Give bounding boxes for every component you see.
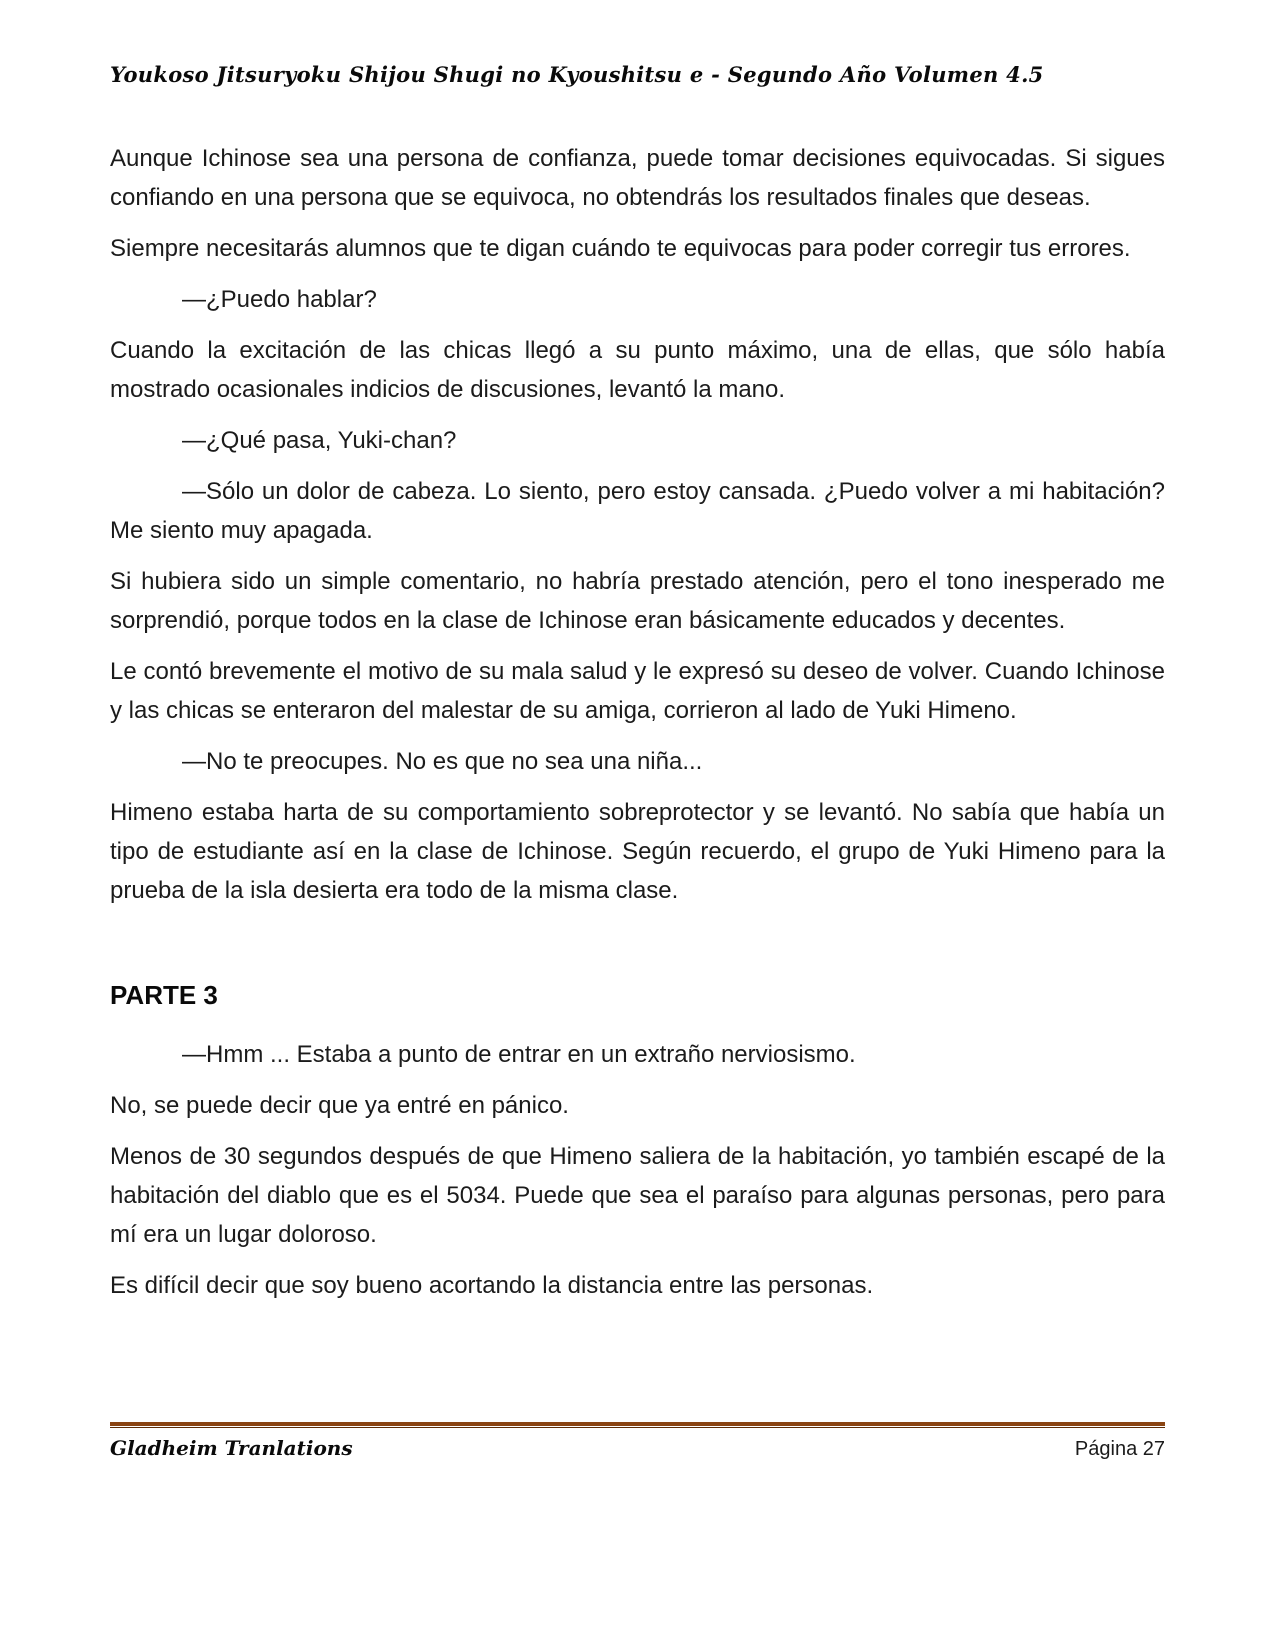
paragraph: Le contó brevemente el motivo de su mala salud y le expresó su deseo de volver. Cuando Ichinose y las chicas se enteraron del malestar de su amiga, corrieron al lado de Yuki Himeno. [110, 658, 1165, 724]
paragraph: No, se puede decir que ya entré en pánico. [110, 1092, 569, 1119]
paragraph: Aunque Ichinose sea una persona de confianza, puede tomar decisiones equivocadas. Si sigues confiando en una persona que se equivoca, no obtendrás los resultados finales que deseas. [110, 145, 1165, 211]
section-heading-parte-3: PARTE 3 [110, 980, 218, 1010]
dialogue-paragraph: —¿Qué pasa, Yuki-chan? [182, 427, 457, 454]
paragraph: Menos de 30 segundos después de que Himeno saliera de la habitación, yo también escapé de la habitación del diablo que es el 5034. Puede que sea el paraíso para algunas personas, pero para mí era un lugar doloroso. [110, 1143, 1165, 1248]
paragraph: Es difícil decir que soy bueno acortando la distancia entre las personas. [110, 1272, 874, 1299]
paragraph: Siempre necesitarás alumnos que te digan cuándo te equivocas para poder corregir tus errores. [110, 235, 1131, 262]
paragraph: Si hubiera sido un simple comentario, no habría prestado atención, pero el tono inesperado me sorprendió, porque todos en la clase de Ichinose eran básicamente educados y decentes. [110, 568, 1165, 634]
footer-page-number: Página 27 [1074, 1438, 1165, 1460]
dialogue-paragraph: —Hmm ... Estaba a punto de entrar en un extraño nerviosismo. [182, 1041, 856, 1068]
dialogue-paragraph: —¿Puedo hablar? [182, 286, 377, 313]
footer-translator-name: Gladheim Tranlations [110, 1436, 353, 1460]
paragraph: Himeno estaba harta de su comportamiento sobreprotector y se levantó. No sabía que había un tipo de estudiante así en la clase de Ichinose. Según recuerdo, el grupo de Yuki Himeno para la prueba de la isla desierta era todo de la misma clase. [110, 799, 1165, 904]
document-body [110, 139, 1165, 1305]
dialogue-paragraph: —Sólo un dolor de cabeza. Lo siento, pero estoy cansada. ¿Puedo volver a mi habitación? Me siento muy apagada. [110, 478, 1165, 544]
dialogue-paragraph: —No te preocupes. No es que no sea una niña... [182, 748, 703, 775]
footer-row [110, 1436, 1165, 1461]
paragraph: Cuando la excitación de las chicas llegó a su punto máximo, una de ellas, que sólo había mostrado ocasionales indicios de discusiones, levantó la mano. [110, 337, 1165, 403]
page-footer [110, 1422, 1165, 1461]
page-header-title: Youkoso Jitsuryoku Shijou Shugi no Kyoushitsu e - Segundo Año Volumen 4.5 [110, 62, 1044, 87]
footer-divider [110, 1422, 1165, 1428]
